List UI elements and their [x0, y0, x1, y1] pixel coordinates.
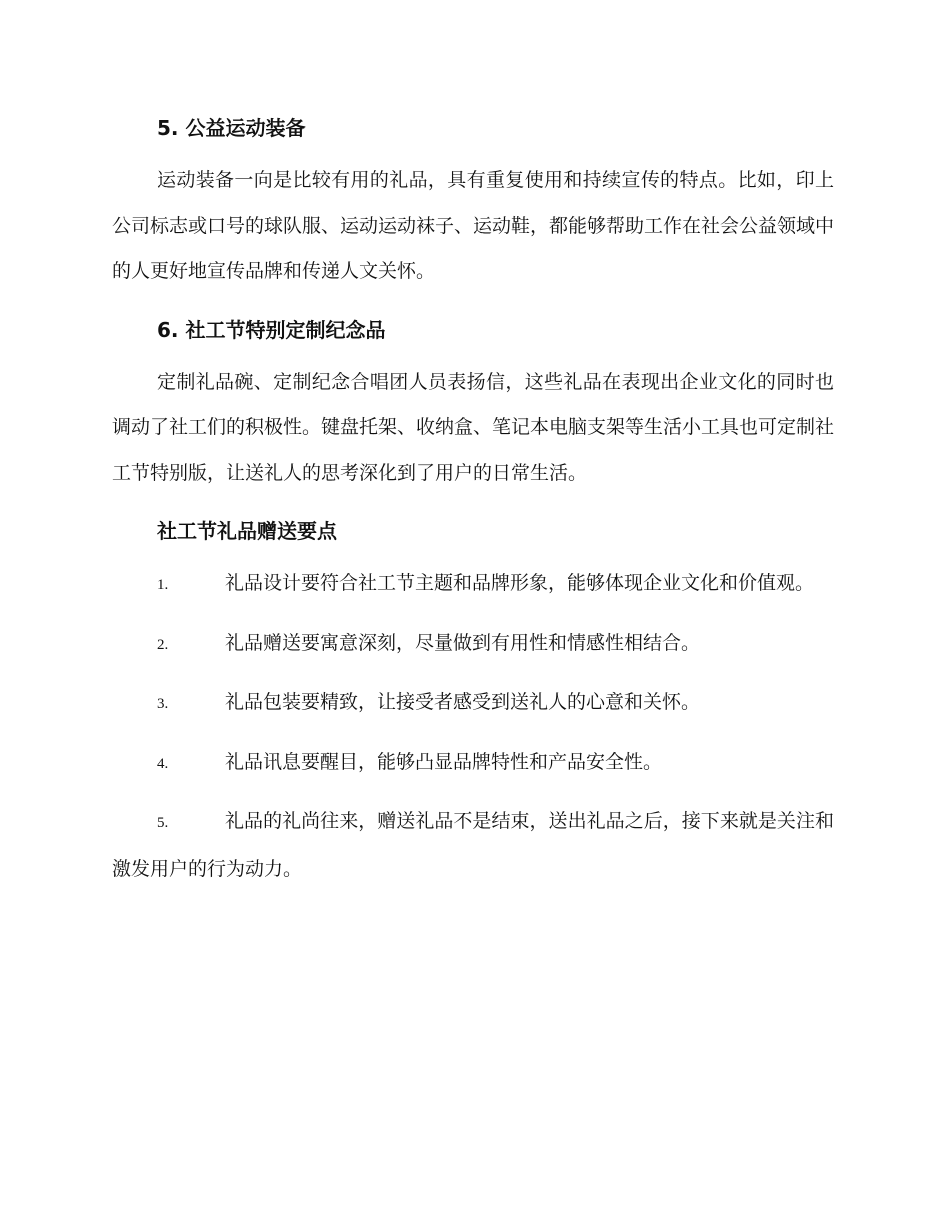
section-heading-sports-gear: 5. 公益运动装备	[157, 116, 306, 140]
list-item-text: 礼品的礼尚往来，赠送礼品不是结束，送出礼品之后，接下来就是关注和激发用户的行为动力。	[112, 810, 834, 880]
list-item-number: 4.	[157, 755, 169, 772]
document-body	[112, 110, 834, 892]
list-item-number: 5.	[157, 815, 169, 831]
list-item	[112, 799, 834, 892]
list-item	[112, 680, 834, 728]
list-item-number: 1.	[157, 577, 169, 593]
section-paragraph-sports-gear: 运动装备一向是比较有用的礼品，具有重复使用和持续宣传的特点。比如，印上公司标志或口号的球队服、运动运动袜子、运动鞋，都能够帮助工作在社会公益领域中的人更好地宣传品牌和传递人文关怀。	[112, 169, 835, 282]
list-item-text: 礼品设计要符合社工节主题和品牌形象，能够体现企业文化和价值观。	[225, 572, 815, 594]
list-item	[112, 621, 834, 669]
tips-heading: 社工节礼品赠送要点	[157, 519, 337, 543]
section-heading-custom-souvenir: 6. 社工节特别定制纪念品	[157, 317, 386, 342]
list-item-number: 3.	[157, 696, 169, 712]
list-item-text: 礼品包装要精致，让接受者感受到送礼人的心意和关怀。	[225, 691, 701, 713]
list-item	[112, 561, 834, 609]
section-paragraph-custom-souvenir: 定制礼品碗、定制纪念合唱团人员表扬信，这些礼品在表现出企业文化的同时也调动了社工们的积极性。键盘托架、收纳盒、笔记本电脑支架等生活小工具也可定制社工节特别版，让送礼人的思考深化到了用户的日常生活。	[112, 370, 835, 484]
list-item-text: 礼品讯息要醒目，能够凸显品牌特性和产品安全性。	[225, 750, 663, 773]
list-item	[112, 740, 834, 788]
list-item-text: 礼品赠送要寓意深刻，尽量做到有用性和情感性相结合。	[225, 631, 701, 654]
list-item-number: 2.	[157, 636, 169, 653]
